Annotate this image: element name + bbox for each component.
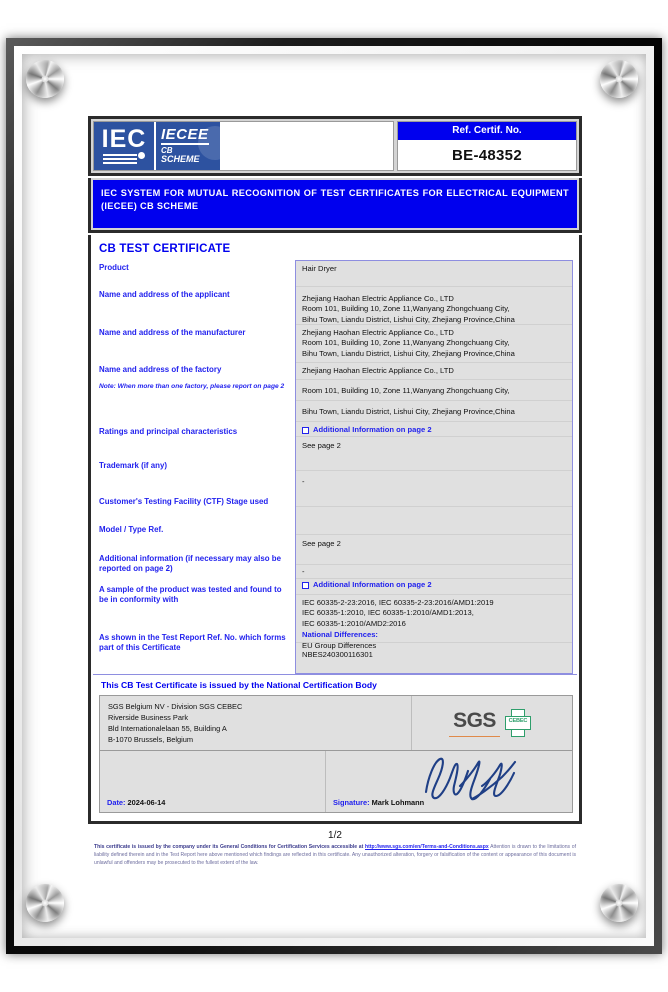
national-differences-value: EU Group Differences [302,640,377,650]
standard-line-1: IEC 60335-2-23:2016, IEC 60335-2-23:2016/AMD1:2019 [302,597,494,607]
ref-certif-no-box [397,121,577,171]
issuer-logos [412,696,572,750]
value-model-type-ref: See page 2 [296,535,572,565]
disclaimer-line-2: Attention is drawn to the limitations of liability defined therein and in the Test Report here above mentioned which findings are reflected in this certificate. Any unauthorized alteration, forgery or falsification of the content or appearance of this document is unlawful and offenders may be prosecuted to the fullest extent of the law. [94,844,576,866]
iecee-scheme-text: SCHEME [161,154,200,165]
screw-icon-bottom-right [600,884,638,922]
value-factory-address-2: Bihu Town, Liandu District, Lishui City, Zhejiang Province,China [296,401,572,422]
cebec-logo-icon [505,709,531,737]
label-manufacturer: Name and address of the manufacturer [99,327,246,337]
disclaimer-line-1: This certificate is issued by the company under its General Conditions for Certification Services accessible at [94,844,366,851]
value-factory-name: Zhejiang Haohan Electric Appliance Co., LTD [296,363,572,380]
value-conformity-standards [296,595,572,650]
additional-info-label: Additional Information on page 2 [313,579,432,589]
factory-additional-info-checkbox-row [296,422,572,437]
screw-icon-top-right [600,60,638,98]
value-test-report-ref: NBES240300116301 [302,649,373,659]
scheme-banner-wrap [88,178,582,233]
terms-and-conditions-link[interactable]: http://www.sgs.com/en/Terms-and-Conditions.aspx [365,844,489,851]
issuer-address-line-3: B-1070 Brussels, Belgium [108,735,194,745]
factory-additional-info-label: Additional Information on page 2 [313,424,432,434]
standard-line-3: IEC 60335-1:2010/AMD2:2016 [302,619,406,629]
logo-blank-area [220,122,393,170]
label-ctf-stage: Customer's Testing Facility (CTF) Stage used [99,496,269,506]
value-additional-information: - [296,565,572,579]
label-factory: Name and address of the factory [99,364,222,374]
label-test-report-ref: As shown in the Test Report Ref. No. which forms part of this Certificate [99,632,286,653]
additional-info-checkbox-row [296,579,572,595]
certificate-header-row [88,116,582,176]
value-factory-address-1: Room 101, Building 10, Zone 11,Wanyang Zhongchuang City, [296,380,572,401]
date-label: Date: [107,798,126,808]
page-number: 1/2 [328,830,342,842]
issuer-address [100,696,412,750]
screw-icon-bottom-left [26,884,64,922]
label-trademark: Trademark (if any) [99,460,167,470]
national-differences-label: National Differences: [302,630,378,640]
iec-logo-icon [94,122,154,170]
signature-cell [326,751,572,812]
standard-line-2: IEC 60335-1:2010, IEC 60335-1:2010/AMD1:2013, [302,608,474,618]
signature-value: Mark Lohmann [371,798,425,808]
value-ctf-stage [296,507,572,535]
factory-additional-info-checkbox[interactable] [302,425,566,436]
scheme-banner-text: IEC SYSTEM FOR MUTUAL RECOGNITION OF TEST CERTIFICATES FOR ELECTRICAL EQUIPMENT (IECEE) CB SCHEME [93,180,577,228]
applicant-line-3: Bihu Town, Liandu District, Lishui City, Zhejiang Province,China [302,315,515,325]
screw-icon-top-left [26,60,64,98]
checkbox-icon[interactable] [302,427,309,434]
footer-disclaimer [94,844,576,868]
signature-label: Signature: [333,798,370,808]
iecee-cb-text: CB [161,146,173,155]
label-factory-note: Note: When more than one factory, please report on page 2 [99,382,285,390]
iecee-logo-icon [156,122,220,170]
value-trademark: - [296,471,572,507]
ref-certif-no-value: BE-48352 [452,146,522,164]
applicant-line-1: Zhejiang Haohan Electric Appliance Co., LTD [302,293,454,303]
issuer-address-line-1: Riverside Business Park [108,712,189,722]
field-labels-column [99,260,295,674]
value-product: Hair Dryer [296,261,572,287]
sgs-logo-icon: SGS [453,709,496,736]
manufacturer-line-3: Bihu Town, Liandu District, Lishui City, Zhejiang Province,China [302,349,515,359]
iec-logo-text: IEC [101,124,147,153]
ref-certif-no-label: Ref. Certif. No. [398,122,576,140]
handwritten-signature [412,752,522,806]
applicant-line-2: Room 101, Building 10, Zone 11,Wanyang Zhongchuang City, [302,304,510,314]
iec-logo-dot [138,152,145,159]
logo-cell [93,121,394,171]
iecee-logo-text: IECEE [161,126,209,143]
label-ratings: Ratings and principal characteristics [99,426,238,436]
value-manufacturer [296,325,572,363]
issuer-title: This CB Test Certificate is issued by the National Certification Body [93,674,577,695]
date-signature-row [99,751,573,813]
issuer-row [99,695,573,751]
additional-info-checkbox[interactable] [302,580,566,591]
label-model-type-ref: Model / Type Ref. [99,524,164,534]
label-conformity-standards: A sample of the product was tested and found to be in conformity with [99,584,282,605]
cb-test-certificate [88,116,582,866]
issuer-address-line-2: Bld Internationalelaan 55, Building A [108,723,227,733]
field-values-column [295,260,573,674]
signature-field [333,798,424,807]
label-additional-information: Additional information (if necessary may also be reported on page 2) [99,553,281,574]
page-title: CB TEST CERTIFICATE [99,242,231,255]
issuer-name: SGS Belgium NV - Division SGS CEBEC [108,701,243,711]
date-field [107,798,165,807]
value-ratings: See page 2 [296,437,572,471]
manufacturer-line-2: Room 101, Building 10, Zone 11,Wanyang Zhongchuang City, [302,338,510,348]
manufacturer-line-1: Zhejiang Haohan Electric Appliance Co., LTD [302,327,454,337]
certificate-fields-grid [93,260,577,674]
value-applicant [296,287,572,325]
label-product: Product [99,262,129,272]
cebec-logo-text: CEBEC [508,717,528,724]
date-value: 2024-06-14 [127,798,166,808]
certificate-body [88,235,582,824]
label-applicant: Name and address of the applicant [99,289,230,299]
date-cell [100,751,326,812]
checkbox-icon[interactable] [302,582,309,589]
